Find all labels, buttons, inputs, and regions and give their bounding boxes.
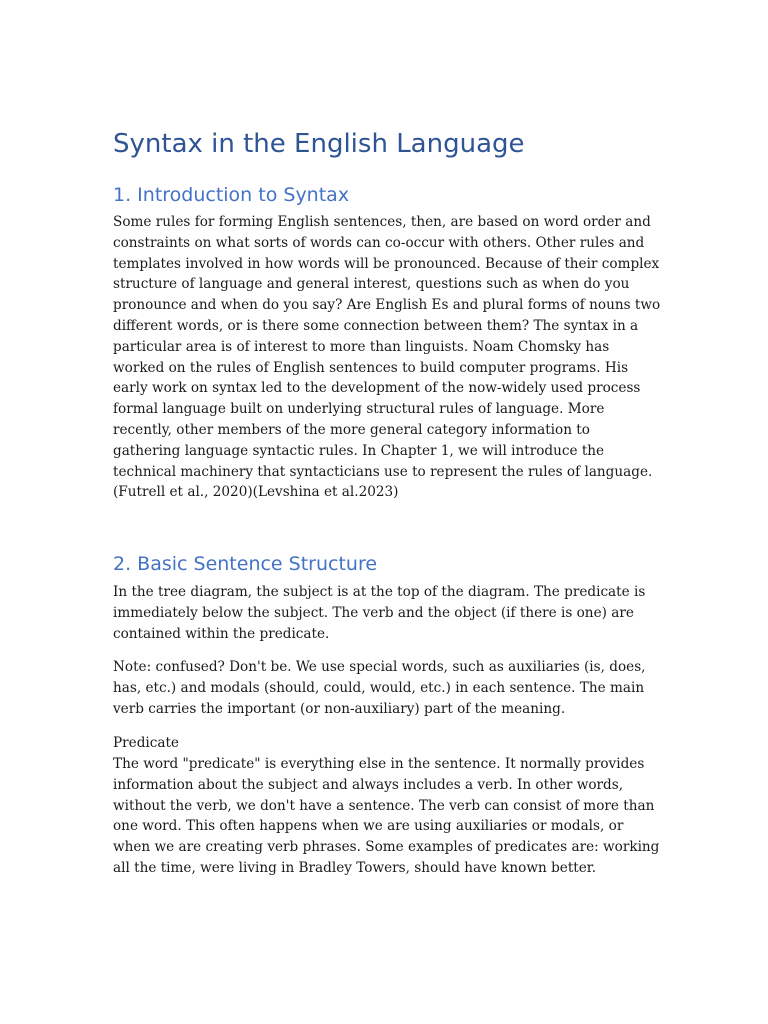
section-heading-sentence-structure: 2. Basic Sentence Structure — [113, 553, 378, 575]
introduction-paragraph: Some rules for forming English sentences, then, are based on word order and constraints on what sorts of words can co-occur with others. Other rules and templates involved in how words will be pronounced. Because of their complex structure of language and general interest, questions such as when do you pronounce and when do you say? Are English Es and plural forms of nouns two different words, or is there some connection between them? The syntax in a particular area is of interest to more than linguists. Noam Chomsky has worked on the rules of English sentences to build computer programs. His early work on syntax led to the development of the now-widely used process formal language built on underlying structural rules of language. More recently, other members of the more general category information to gathering language syntactic rules. In Chapter 1, we will introduce the technical machinery that syntacticians use to represent the rules of language. (Futrell et al., 2020)(Levshina et al.2023) — [113, 214, 661, 501]
section-heading-introduction: 1. Introduction to Syntax — [113, 184, 350, 206]
sentence-structure-paragraph: In the tree diagram, the subject is at the top of the diagram. The predicate is immediately below the subject. The verb and the object (if there is one) are contained within the predicate. — [113, 584, 646, 642]
predicate-paragraph: The word "predicate" is everything else in the sentence. It normally provides information about the subject and always includes a verb. In other words, without the verb, we don't have a sentence. The verb can consist of more than one word. This often happens when we are using auxiliaries or modals, or when we are creating verb phrases. Some examples of predicates are: working all the time, were living in Bradley Towers, should have known better. — [113, 756, 660, 876]
note-paragraph: Note: confused? Don't be. We use special words, such as auxiliaries (is, does, has, etc.) and modals (should, could, would, etc.) in each sentence. The main verb carries the important (or non-auxiliary) part of the meaning. — [113, 659, 646, 717]
document-title: Syntax in the English Language — [113, 129, 525, 159]
predicate-subheading: Predicate — [113, 735, 179, 751]
